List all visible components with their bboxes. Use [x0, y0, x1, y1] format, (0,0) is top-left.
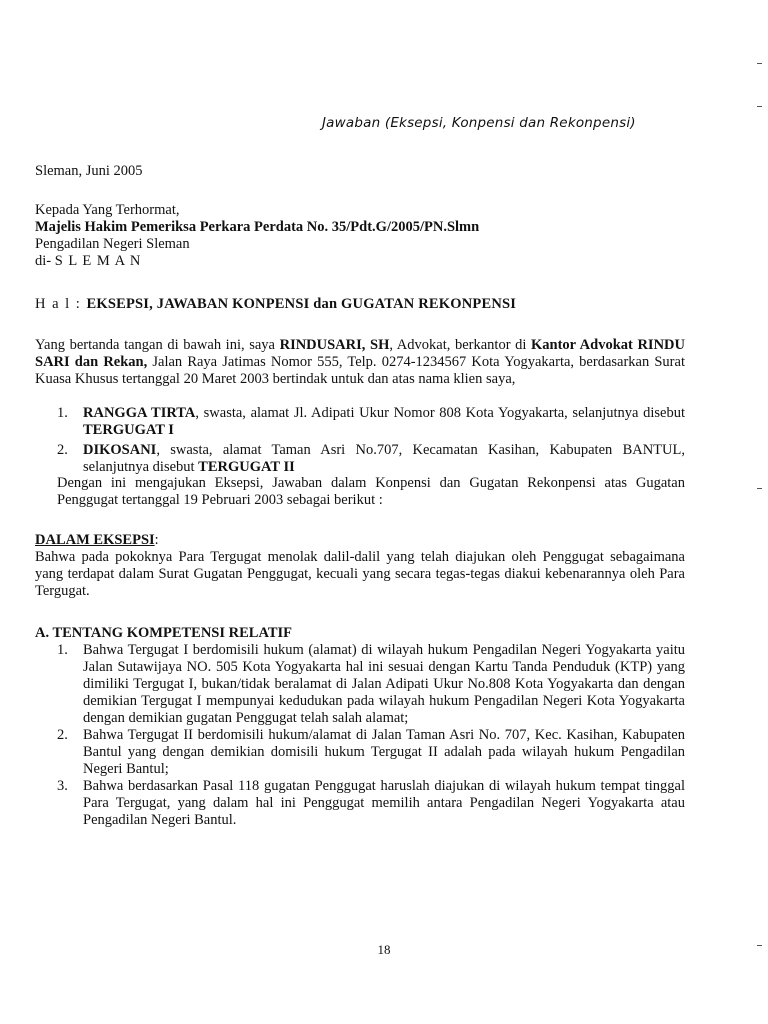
list-item-number: 3. — [57, 778, 68, 794]
eksepsi-heading-text: DALAM EKSEPSI — [35, 532, 155, 548]
section-a-heading: A. TENTANG KOMPETENSI RELATIF — [35, 625, 293, 641]
list-item — [57, 642, 685, 727]
recipient-city-name: S L E M A N — [54, 253, 142, 269]
list-item-number: 1. — [57, 405, 68, 421]
advocate-name: RINDUSARI, SH — [279, 337, 390, 353]
recipient-block — [35, 202, 685, 270]
client-description: , swasta, alamat Taman Asri No.707, Kecamatan Kasihan, Kabupaten BANTUL, selanjutnya disebut — [83, 442, 685, 475]
list-item — [57, 442, 685, 476]
scan-edge-mark — [757, 488, 762, 489]
list-item-text: Bahwa Tergugat I berdomisili hukum (alamat) di wilayah hukum Pengadilan Negeri Yogyakarta yaitu Jalan Sutawijaya NO. 505 Kota Yogyakarta hal ini sesuai dengan Kartu Tanda Penduduk (KTP) yang dimiliki Tergugat I, bukan/tidak beralamat di Jalan Adipati Ukur No.808 Kota Yogyakarta dan dengan demikian Tergugat I mempunyai kedudukan pada wilayah hukum Pengadilan Negeri Kota Yogyakarta dengan demikian gugatan Penggugat telah salah alamat; — [83, 642, 685, 726]
list-item — [57, 405, 685, 439]
scan-edge-mark — [757, 63, 762, 64]
intro-text-1: Yang bertanda tangan di bawah ini, saya — [35, 337, 280, 353]
intro-text-2: , Advokat, berkantor di — [389, 337, 532, 353]
client-name: RANGGA TIRTA — [83, 405, 196, 421]
eksepsi-body: Bahwa pada pokoknya Para Tergugat menolak dalil-dalil yang telah diajukan oleh Penggugat sebagaimana yang terdapat dalam Surat Gugatan Penggugat, kecuali yang secara tegas-tegas diakui kebenarannya oleh Para Tergugat. — [35, 549, 685, 599]
client-description: , swasta, alamat Jl. Adipati Ukur Nomor 808 Kota Yogyakarta, selanjutnya disebut — [195, 405, 685, 421]
law-office-name: Kantor Advokat RINDU SARI dan Rekan, — [35, 337, 685, 370]
intro-paragraph — [35, 337, 685, 388]
recipient-court: Pengadilan Negeri Sleman — [35, 236, 190, 252]
list-item-number: 1. — [57, 642, 68, 658]
client-list — [57, 405, 685, 476]
eksepsi-heading — [35, 532, 685, 549]
intro-text-3: Jalan Raya Jatimas Nomor 555, Telp. 0274-1234567 Kota Yogyakarta, berdasarkan Surat Kuasa Khusus tertanggal 20 Maret 2003 bertindak untuk dan atas nama klien saya, — [35, 354, 685, 387]
list-item-text: Bahwa berdasarkan Pasal 118 gugatan Penggugat haruslah diajukan di wilayah hukum tempat tinggal Para Tergugat, yang dalam hal ini Penggugat memilih antara Pengadilan Negeri Yogyakarta atau Pengadilan Negeri Bantul. — [83, 778, 685, 828]
client-name: DIKOSANI — [83, 442, 157, 458]
scan-edge-mark — [757, 945, 762, 946]
recipient-city — [35, 253, 685, 270]
recipient-city-prefix: di- — [35, 253, 55, 269]
recipient-court-panel: Majelis Hakim Pemeriksa Perkara Perdata No. 35/Pdt.G/2005/PN.Slmn — [35, 219, 480, 235]
eksepsi-heading-colon: : — [154, 532, 159, 548]
list-item — [57, 778, 685, 829]
document-title: Jawaban (Eksepsi, Konpensi dan Rekonpensi) — [322, 115, 636, 131]
client-role: TERGUGAT II — [198, 459, 295, 475]
place-date: Sleman, Juni 2005 — [35, 163, 143, 179]
list-item-number: 2. — [57, 727, 68, 743]
page-number: 18 — [377, 942, 391, 957]
subject-label: H a l : — [35, 296, 87, 312]
subject-text: EKSEPSI, JAWABAN KONPENSI dan GUGATAN REKONPENSI — [86, 296, 517, 312]
subject-line — [35, 296, 685, 313]
section-a-list — [57, 642, 685, 829]
recipient-salutation: Kepada Yang Terhormat, — [35, 202, 180, 218]
list-item — [57, 727, 685, 778]
client-role: TERGUGAT I — [83, 422, 174, 438]
closing-intro: Dengan ini mengajukan Eksepsi, Jawaban dalam Konpensi dan Gugatan Rekonpensi atas Gugatan Penggugat tertanggal 19 Pebruari 2003 sebagai berikut : — [57, 475, 685, 508]
list-item-number: 2. — [57, 442, 68, 458]
scan-edge-mark — [757, 106, 762, 107]
list-item-text: Bahwa Tergugat II berdomisili hukum/alamat di Jalan Taman Asri No. 707, Kec. Kasihan, Kabupaten Bantul yang dengan demikian domisili hukum Tergugat II adalah pada wilayah hukum Pengadilan Negeri Bantul; — [83, 727, 685, 777]
